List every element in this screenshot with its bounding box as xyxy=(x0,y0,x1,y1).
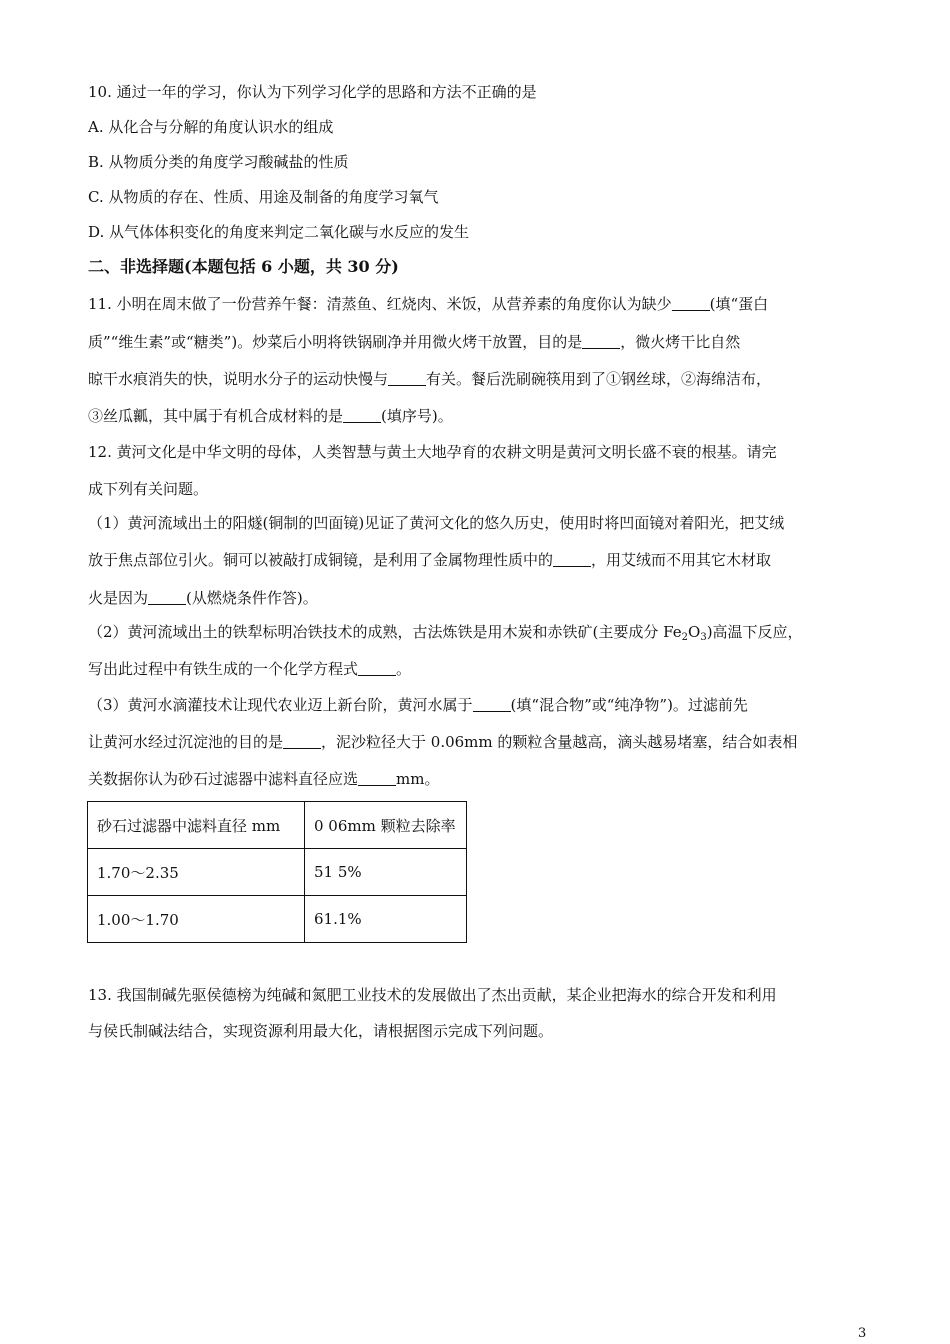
table-row xyxy=(88,849,467,896)
answer-blank[interactable] xyxy=(553,552,591,567)
q12-text: 。 xyxy=(396,660,412,678)
q12-text: O xyxy=(688,623,701,641)
q11-text: (填“蛋白 xyxy=(709,295,769,313)
table-cell: 1.70～2.35 xyxy=(88,849,305,896)
q12-part1-line-3 xyxy=(88,588,318,608)
table-cell: 61.1% xyxy=(305,896,467,943)
q12-text: 关数据你认为砂石过滤器中滤料直径应选 xyxy=(88,770,359,788)
q11-text: ③丝瓜瓤，其中属于有机合成材料的是 xyxy=(88,407,344,425)
q11-text: 11. 小明在周末做了一份营养午餐：清蒸鱼、红烧肉、米饭，从营养素的角度你认为缺少 xyxy=(88,295,672,313)
q11-text: 有关。餐后洗刷碗筷用到了①钢丝球，②海绵洁布， xyxy=(426,370,772,388)
q11-line-1 xyxy=(88,294,768,314)
q12-text: （3）黄河水滴灌技术让现代农业迈上新台阶，黄河水属于 xyxy=(88,696,473,714)
q12-part2-line-1 xyxy=(88,622,803,642)
q11-text: (填序号)。 xyxy=(381,407,453,425)
subscript: 3 xyxy=(700,632,707,643)
q12-part3-line-2 xyxy=(88,732,797,752)
q10-option-d: D. 从气体体积变化的角度来判定二氧化碳与水反应的发生 xyxy=(88,223,470,241)
table-header-row xyxy=(88,802,467,849)
page-number: 3 xyxy=(858,1326,867,1341)
q11-line-3 xyxy=(88,369,771,389)
answer-blank[interactable] xyxy=(148,590,186,605)
q11-line-2 xyxy=(88,332,740,352)
table-header-cell: 0 06mm 颗粒去除率 xyxy=(305,802,467,849)
answer-blank[interactable] xyxy=(473,697,511,712)
q12-text: 让黄河水经过沉淀池的目的是 xyxy=(88,733,284,751)
table-row xyxy=(88,896,467,943)
q12-part2-line-2 xyxy=(88,659,411,679)
q13-line-1: 13. 我国制碱先驱侯德榜为纯碱和氮肥工业技术的发展做出了杰出贡献，某企业把海水的综合开发和利用 xyxy=(88,986,777,1004)
q12-part1-line-1: （1）黄河流域出土的阳燧(铜制的凹面镜)见证了黄河文化的悠久历史，使用时将凹面镜对着阳光，把艾绒 xyxy=(88,514,785,532)
answer-blank[interactable] xyxy=(358,661,396,676)
subscript: 2 xyxy=(681,632,689,643)
q13-line-2: 与侯氏制碱法结合，实现资源利用最大化，请根据图示完成下列问题。 xyxy=(88,1022,554,1040)
q12-text: )高温下反应， xyxy=(706,623,803,641)
filter-data-table xyxy=(87,801,467,943)
q12-text: 写出此过程中有铁生成的一个化学方程式 xyxy=(88,660,359,678)
q12-part3-line-1 xyxy=(88,695,748,715)
q12-text: （2）黄河流域出土的铁犁标明冶铁技术的成熟，古法炼铁是用木炭和赤铁矿(主要成分 Fe xyxy=(88,623,682,641)
q12-text: ，泥沙粒径大于 0.06mm 的颗粒含量越高，滴头越易堵塞，结合如表相 xyxy=(321,733,798,751)
answer-blank[interactable] xyxy=(343,408,381,423)
q12-part1-line-2 xyxy=(88,550,771,570)
q12-line-1: 12. 黄河文化是中华文明的母体，人类智慧与黄土大地孕育的农耕文明是黄河文明长盛不衰的根基。请完 xyxy=(88,443,777,461)
answer-blank[interactable] xyxy=(582,334,620,349)
answer-blank[interactable] xyxy=(672,296,710,311)
q12-text: (从燃烧条件作答)。 xyxy=(186,589,318,607)
q11-text: 质”“维生素”或“糖类”)。炒菜后小明将铁锅刷净并用微火烤干放置，目的是 xyxy=(88,333,583,351)
q11-text: 晾干水痕消失的快，说明水分子的运动快慢与 xyxy=(88,370,389,388)
answer-blank[interactable] xyxy=(388,371,426,386)
table-header-cell: 砂石过滤器中滤料直径 mm xyxy=(88,802,305,849)
q12-text: 火是因为 xyxy=(88,589,149,607)
section-heading: 二、非选择题(本题包括 6 小题，共 30 分) xyxy=(88,257,399,276)
q10-option-a: A. 从化合与分解的角度认识水的组成 xyxy=(88,118,334,136)
q12-text: 放于焦点部位引火。铜可以被敲打成铜镜，是利用了金属物理性质中的 xyxy=(88,551,554,569)
q10-option-b: B. 从物质分类的角度学习酸碱盐的性质 xyxy=(88,153,349,171)
table-cell: 51 5% xyxy=(305,849,467,896)
answer-blank[interactable] xyxy=(283,734,321,749)
table-cell: 1.00～1.70 xyxy=(88,896,305,943)
q10-stem: 10. 通过一年的学习，你认为下列学习化学的思路和方法不正确的是 xyxy=(88,83,537,101)
q12-text: (填“混合物”或“纯净物”)。过滤前先 xyxy=(510,696,748,714)
answer-blank[interactable] xyxy=(358,771,396,786)
q12-part3-line-3 xyxy=(88,769,439,789)
q12-text: ，用艾绒而不用其它木材取 xyxy=(591,551,772,569)
q11-text: ，微火烤干比自然 xyxy=(620,333,741,351)
q12-text: mm。 xyxy=(396,770,440,788)
q11-line-4 xyxy=(88,406,453,426)
q12-line-2: 成下列有关问题。 xyxy=(88,480,209,498)
q10-option-c: C. 从物质的存在、性质、用途及制备的角度学习氧气 xyxy=(88,188,439,206)
